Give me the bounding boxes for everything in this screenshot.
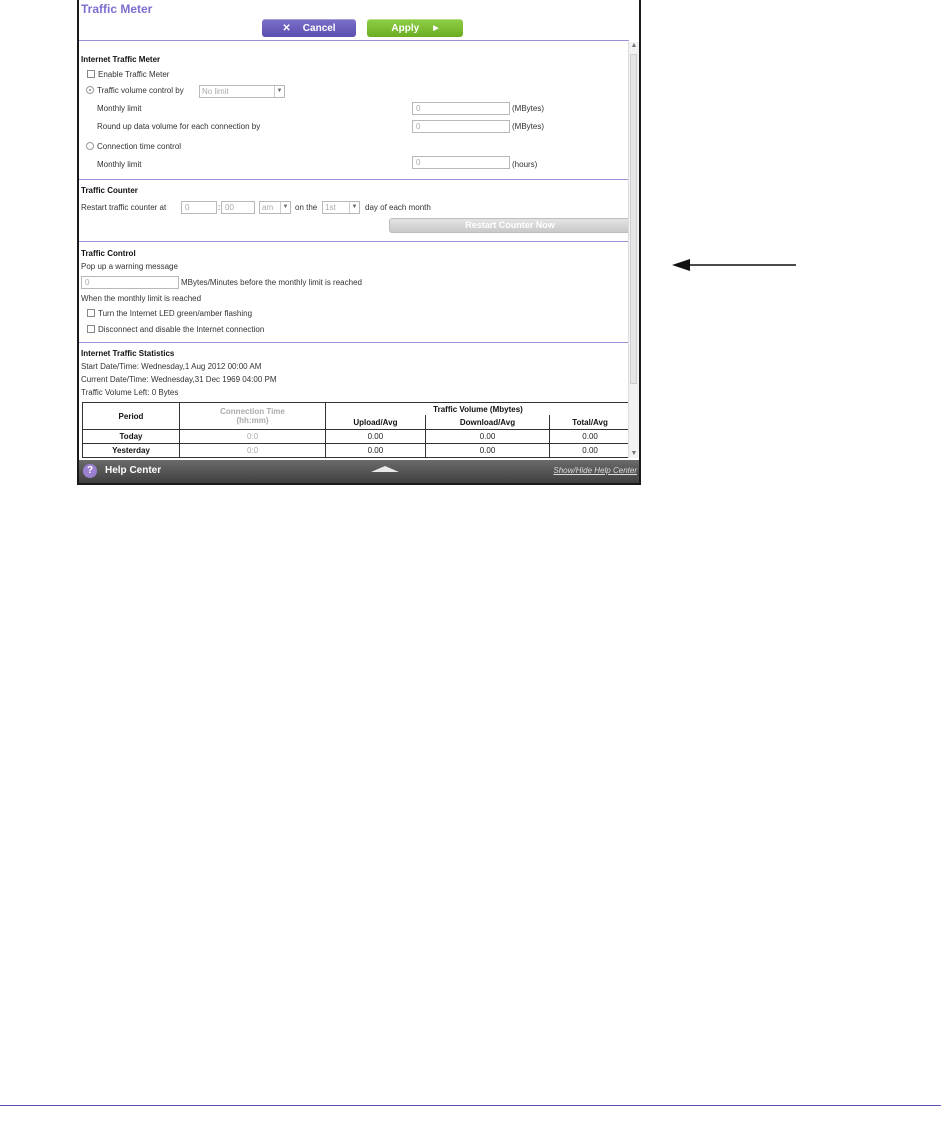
volume-control-label: Traffic volume control by xyxy=(97,86,184,95)
on-the-label: on the xyxy=(295,203,318,212)
divider xyxy=(79,40,629,41)
day-select[interactable] xyxy=(322,201,360,214)
row-download: 0.00 xyxy=(425,430,549,444)
help-center-bar xyxy=(79,460,639,483)
volume-control-select[interactable] xyxy=(199,85,285,98)
row-upload: 0.00 xyxy=(326,444,426,458)
disconnect-label: Disconnect and disable the Internet connection xyxy=(98,325,265,334)
chevron-down-icon: ▼ xyxy=(349,202,359,213)
led-flash-checkbox[interactable] xyxy=(87,309,95,317)
traffic-statistics-table xyxy=(82,402,631,458)
roundup-label: Round up data volume for each connection by xyxy=(97,122,261,131)
apply-button-label: Apply xyxy=(391,22,420,34)
day-suffix-label: day of each month xyxy=(365,203,431,212)
scroll-up-icon[interactable]: ▲ xyxy=(630,42,638,49)
chevron-down-icon: ▼ xyxy=(280,202,290,213)
when-reached-label: When the monthly limit is reached xyxy=(81,294,202,303)
time-control-radio[interactable] xyxy=(86,142,94,150)
col-connection-time-unit: (hh:mm) xyxy=(236,416,269,425)
restart-counter-now-button[interactable]: Restart Counter Now xyxy=(389,218,631,233)
volume-left: Traffic Volume Left: 0 Bytes xyxy=(81,388,179,397)
vertical-scrollbar[interactable] xyxy=(628,42,639,458)
help-center-label: Help Center xyxy=(105,465,162,476)
expand-up-icon[interactable] xyxy=(371,466,399,472)
volume-control-radio[interactable] xyxy=(86,86,94,94)
time-limit-label: Monthly limit xyxy=(97,160,142,169)
row-total: 0.00 xyxy=(550,430,631,444)
divider xyxy=(79,241,629,242)
section-heading-control: Traffic Control xyxy=(81,249,136,258)
row-conn-time: 0:0 xyxy=(180,430,326,444)
row-period: Yesterday xyxy=(83,444,180,458)
table-row xyxy=(83,444,631,458)
col-connection-time-label: Connection Time xyxy=(220,407,285,416)
time-limit-unit: (hours) xyxy=(512,160,538,169)
time-limit-input[interactable]: 0 xyxy=(412,156,510,169)
col-download: Download/Avg xyxy=(425,415,549,429)
popup-warning-input[interactable]: 0 xyxy=(81,276,179,289)
show-hide-help-link[interactable]: Show/Hide Help Center xyxy=(553,466,637,475)
ampm-select[interactable] xyxy=(259,201,291,214)
row-total: 0.00 xyxy=(550,444,631,458)
section-heading-stats: Internet Traffic Statistics xyxy=(81,349,175,358)
col-upload: Upload/Avg xyxy=(326,415,426,429)
table-header-row xyxy=(83,403,631,416)
enable-traffic-meter-checkbox[interactable] xyxy=(87,70,95,78)
apply-button[interactable] xyxy=(367,19,463,37)
table-row xyxy=(83,430,631,444)
monthly-limit-unit: (MBytes) xyxy=(512,104,544,113)
col-connection-time xyxy=(180,403,326,430)
col-traffic-volume: Traffic Volume (Mbytes) xyxy=(326,403,631,416)
row-period: Today xyxy=(83,430,180,444)
scroll-thumb[interactable] xyxy=(630,54,637,384)
page-footer-rule xyxy=(0,1105,941,1106)
roundup-unit: (MBytes) xyxy=(512,122,544,131)
day-value: 1st xyxy=(325,203,336,212)
scroll-down-icon[interactable]: ▼ xyxy=(630,450,638,457)
row-download: 0.00 xyxy=(425,444,549,458)
popup-label: Pop up a warning message xyxy=(81,262,178,271)
disconnect-checkbox[interactable] xyxy=(87,325,95,333)
section-heading-counter: Traffic Counter xyxy=(81,186,138,195)
row-upload: 0.00 xyxy=(326,430,426,444)
section-heading-meter: Internet Traffic Meter xyxy=(81,55,161,64)
led-flash-label: Turn the Internet LED green/amber flashing xyxy=(98,309,253,318)
close-icon: ✕ xyxy=(282,22,291,34)
restart-prefix-label: Restart traffic counter at xyxy=(81,203,167,212)
divider xyxy=(79,179,629,180)
time-colon: : xyxy=(218,203,221,212)
ampm-value: am xyxy=(262,203,274,212)
restart-hour-input[interactable]: 0 xyxy=(181,201,217,214)
row-conn-time: 0:0 xyxy=(180,444,326,458)
chevron-down-icon: ▼ xyxy=(274,86,284,97)
monthly-limit-input[interactable]: 0 xyxy=(412,102,510,115)
col-total: Total/Avg xyxy=(550,415,631,429)
router-settings-screenshot xyxy=(77,0,641,485)
divider xyxy=(79,342,629,343)
start-datetime: Start Date/Time: Wednesday,1 Aug 2012 00:00 AM xyxy=(81,362,262,371)
cancel-button-label: Cancel xyxy=(302,22,336,34)
volume-control-value: No limit xyxy=(202,87,229,96)
cancel-button[interactable] xyxy=(262,19,356,37)
play-arrow-icon: ▶ xyxy=(433,25,439,32)
col-period: Period xyxy=(83,403,180,430)
restart-minute-input[interactable]: 00 xyxy=(221,201,255,214)
roundup-input[interactable]: 0 xyxy=(412,120,510,133)
enable-traffic-meter-label: Enable Traffic Meter xyxy=(98,70,170,79)
current-datetime: Current Date/Time: Wednesday,31 Dec 1969 04:00 PM xyxy=(81,375,277,384)
time-control-label: Connection time control xyxy=(97,142,182,151)
monthly-limit-label: Monthly limit xyxy=(97,104,142,113)
help-icon[interactable]: ? xyxy=(83,464,97,478)
callout-arrow-icon xyxy=(672,256,798,274)
page-title: Traffic Meter xyxy=(81,2,153,16)
popup-suffix-label: MBytes/Minutes before the monthly limit is reached xyxy=(181,278,362,287)
